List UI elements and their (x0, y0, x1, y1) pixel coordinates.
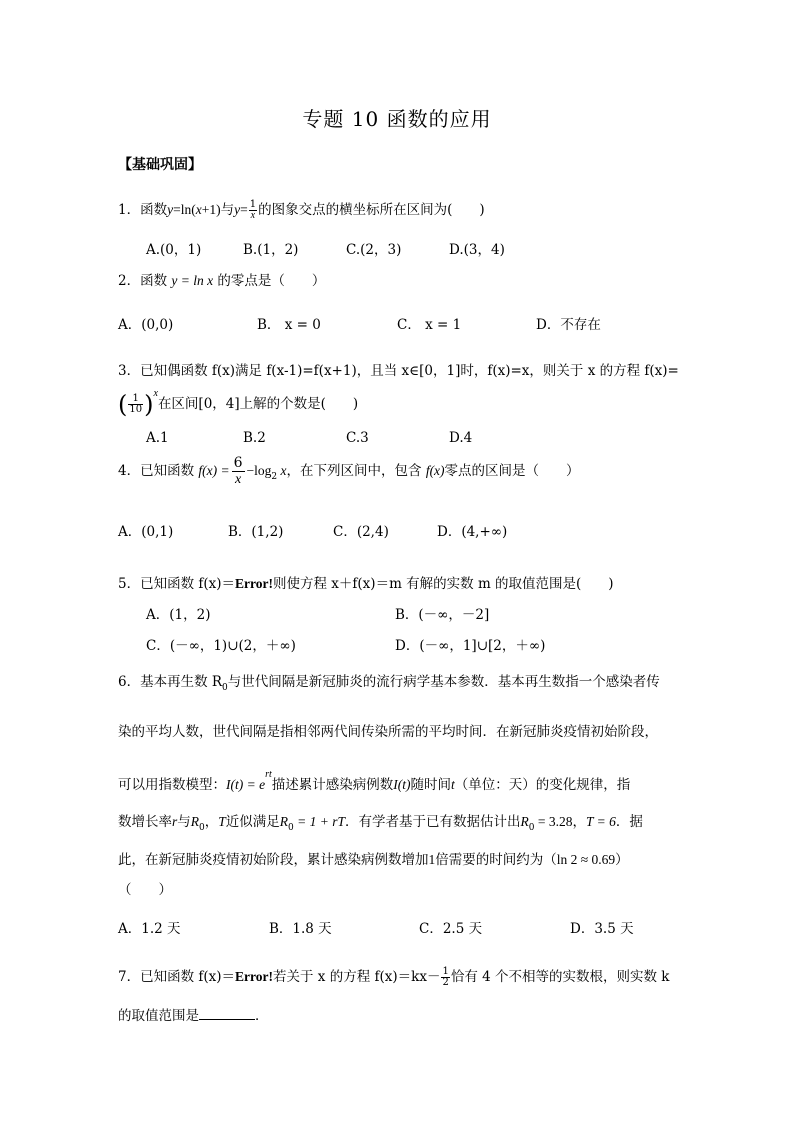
question-1: 1．函数y=ln(x+1)与y= $\frac{1}{x}$ 的图象交点的横坐标所在区间为( ) (118, 199, 485, 221)
q1-option-c: C.(2，3) (346, 242, 402, 258)
q3-option-c: C.3 (346, 430, 369, 446)
question-3-line-2: ( $\frac{1}{10}$ )$^x$在区间[0，4]上解的个数是( ) (118, 388, 359, 419)
q3-option-a: A.1 (146, 430, 169, 446)
answer-blank[interactable] (199, 1007, 255, 1020)
question-6-line-3: 可以用指数模型：$I(t) = e^{rt}$描述累计感染病例数I(t)随时间t（单位：天）的变化规律，指 (118, 769, 631, 793)
q3-option-b: B.2 (243, 430, 266, 446)
fraction: $\frac{1}{x}$ (249, 199, 257, 221)
q4-option-b: B．(1,2) (228, 524, 284, 540)
page-title: 专题 10 函数的应用 (302, 107, 492, 131)
q5-option-c: C．(－∞，1)∪(2，＋∞) (146, 638, 296, 654)
q6-option-b: B．1.8 天 (269, 921, 332, 937)
q5-option-a: A．(1，2) (146, 607, 211, 623)
question-6-line-2: 染的平均人数，世代间隔是指相邻两代间传染所需的平均时间．在新冠肺炎疫情初始阶段， (118, 724, 658, 740)
q6-option-a: A．1.2 天 (118, 921, 181, 937)
q6-option-d: D．3.5 天 (570, 921, 634, 937)
question-6-line-6: （ ） (118, 882, 172, 898)
question-4: 4．已知函数 f(x) = $\frac{6}{x}$ $-\log_2$ x，在下列区间中，包含 f(x)零点的区间是（ ） (118, 455, 580, 487)
q6-option-c: C．2.5 天 (419, 921, 483, 937)
question-6-line-1: 6．基本再生数 $R_0$与世代间隔是新冠肺炎的流行病学基本参数．基本再生数指一个感染者传 (118, 674, 660, 693)
question-3-line-1: 3．已知偶函数 f(x)满足 f(x-1)=f(x+1)，且当 x∈[0，1]时，f(x)=x，则关于 x 的方程 f(x)= (118, 363, 679, 379)
q1-option-a: A.(0，1) (146, 242, 202, 258)
question-6-line-4: 数增长率r与$R_0$，T近似满足$R_0 = 1$ + rT．有学者基于已有数据估计出$R_0 = 3.28$，T = 6．据 (118, 814, 643, 833)
section-heading: 【基础巩固】 (118, 157, 202, 173)
q5-option-d: D．(－∞，1]∪[2，＋∞) (395, 638, 546, 654)
q2-option-d: D．不存在 (536, 317, 601, 333)
q2-option-a: A．(0,0) (118, 317, 174, 333)
q3-option-d: D.4 (449, 430, 473, 446)
q4-option-a: A．(0,1) (118, 524, 174, 540)
question-6-line-5: 此，在新冠肺炎疫情初始阶段，累计感染病例数增加1倍需要的时间约为（ln 2 ≈ 0.69） (118, 852, 629, 868)
question-7-line-2: 的取值范围是 ． (118, 1008, 269, 1024)
q1-option-b: B.(1，2) (243, 242, 299, 258)
q2-option-c: C． x = 1 (397, 317, 462, 333)
question-7-line-1: 7．已知函数 f(x)＝Error!若关于 x 的方程 f(x)＝kx－ $\frac{1}{2}$ 恰有 4 个不相等的实数根，则实数 k (118, 966, 670, 988)
q4-option-c: C．(2,4) (333, 524, 389, 540)
q4-option-d: D．(4,+∞) (437, 524, 508, 540)
q1-option-d: D.(3，4) (449, 242, 505, 258)
q5-option-b: B．(－∞，－2] (395, 607, 490, 623)
question-5: 5．已知函数 f(x)＝Error!则使方程 x＋f(x)＝m 有解的实数 m 的取值范围是( ) (118, 576, 614, 592)
question-2: 2．函数 y = ln x 的零点是（ ） (118, 273, 326, 289)
q2-option-b: B． x = 0 (257, 317, 321, 333)
